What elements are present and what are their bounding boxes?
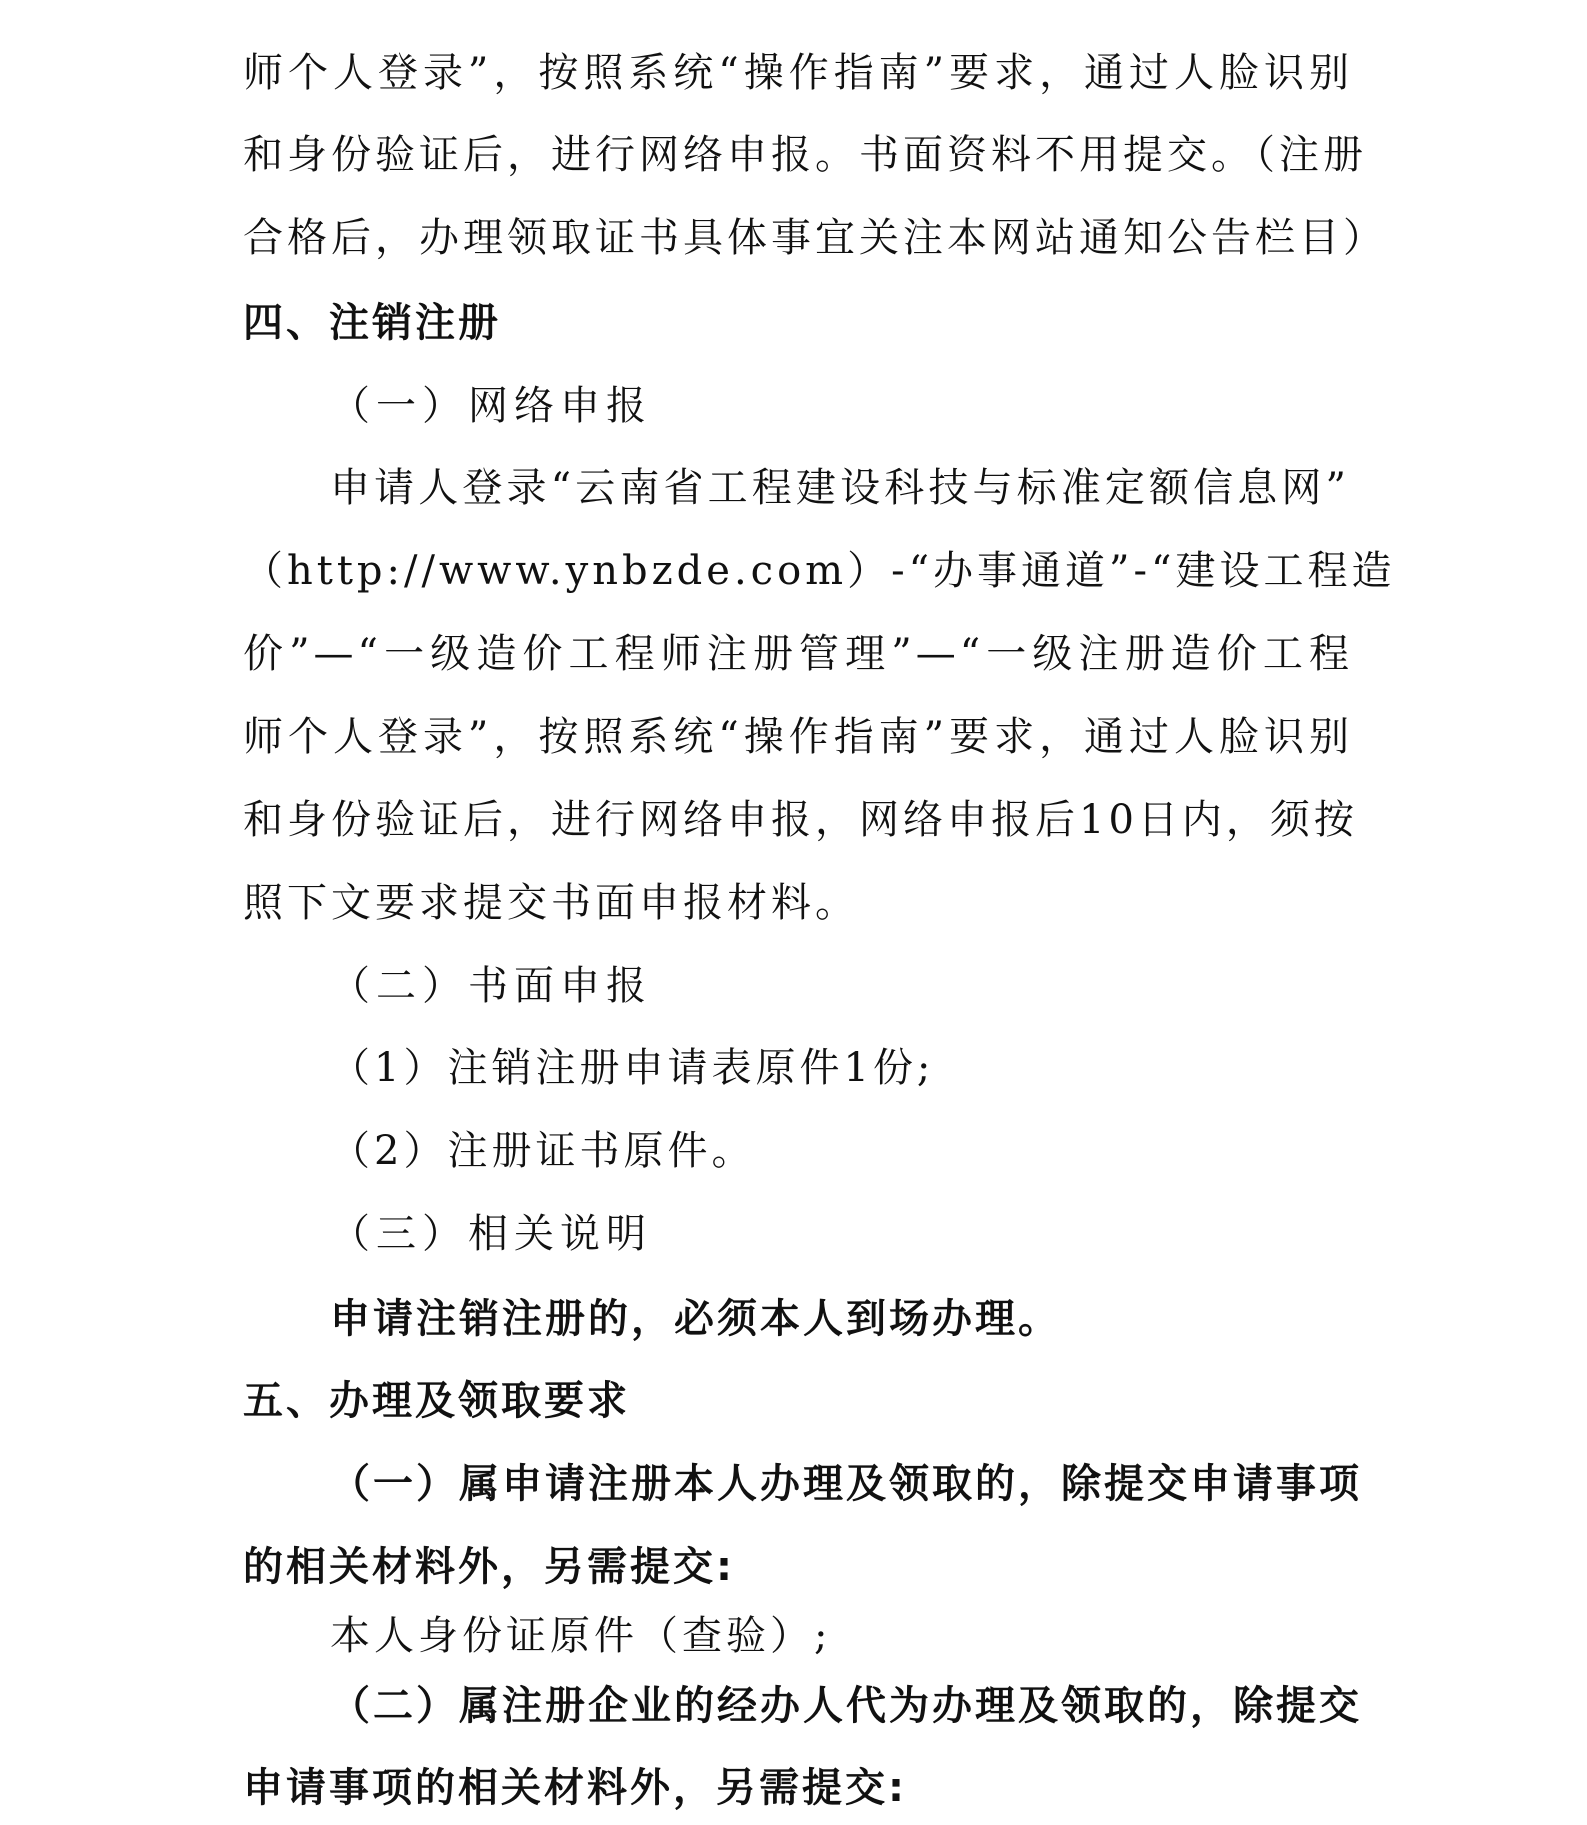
subsection-heading: （二）书面申报 bbox=[330, 963, 652, 1009]
paragraph-line: 和身份验证后，进行网络申报，网络申报后10日内，须按 bbox=[243, 797, 1358, 843]
paragraph-line: （一）属申请注册本人办理及领取的，除提交申请事项 bbox=[330, 1461, 1362, 1507]
paragraph-line: 本人身份证原件（查验）; bbox=[330, 1613, 832, 1659]
paragraph-line: 照下文要求提交书面申报材料。 bbox=[243, 880, 859, 926]
paragraph-line: 申请事项的相关材料外，另需提交: bbox=[243, 1765, 907, 1811]
list-item: （2）注册证书原件。 bbox=[330, 1128, 756, 1174]
section-heading-4: 四、注销注册 bbox=[243, 300, 501, 346]
paragraph-line: 申请人登录“云南省工程建设科技与标准定额信息网” bbox=[330, 465, 1350, 511]
paragraph-line: 师个人登录”，按照系统“操作指南”要求，通过人脸识别 bbox=[243, 50, 1353, 96]
paragraph-line: 师个人登录”，按照系统“操作指南”要求，通过人脸识别 bbox=[243, 714, 1353, 760]
paragraph-line: 的相关材料外，另需提交: bbox=[243, 1544, 735, 1590]
paragraph-line: 价”—“一级造价工程师注册管理”—“一级注册造价工程 bbox=[243, 631, 1353, 677]
paragraph-line: 申请注销注册的，必须本人到场办理。 bbox=[330, 1296, 1061, 1342]
subsection-heading: （三）相关说明 bbox=[330, 1211, 652, 1257]
list-item: （1）注销注册申请表原件1份; bbox=[330, 1045, 935, 1091]
paragraph-line: 和身份验证后，进行网络申报。书面资料不用提交。（注册 bbox=[243, 132, 1367, 178]
paragraph-line: （二）属注册企业的经办人代为办理及领取的，除提交 bbox=[330, 1683, 1362, 1729]
subsection-heading: （一）网络申报 bbox=[330, 383, 652, 429]
paragraph-line: 合格后，办理领取证书具体事宜关注本网站通知公告栏目） bbox=[243, 215, 1387, 261]
section-heading-5: 五、办理及领取要求 bbox=[243, 1378, 630, 1424]
paragraph-line: （http://www.ynbzde.com）-“办事通道”-“建设工程造 bbox=[243, 548, 1396, 594]
